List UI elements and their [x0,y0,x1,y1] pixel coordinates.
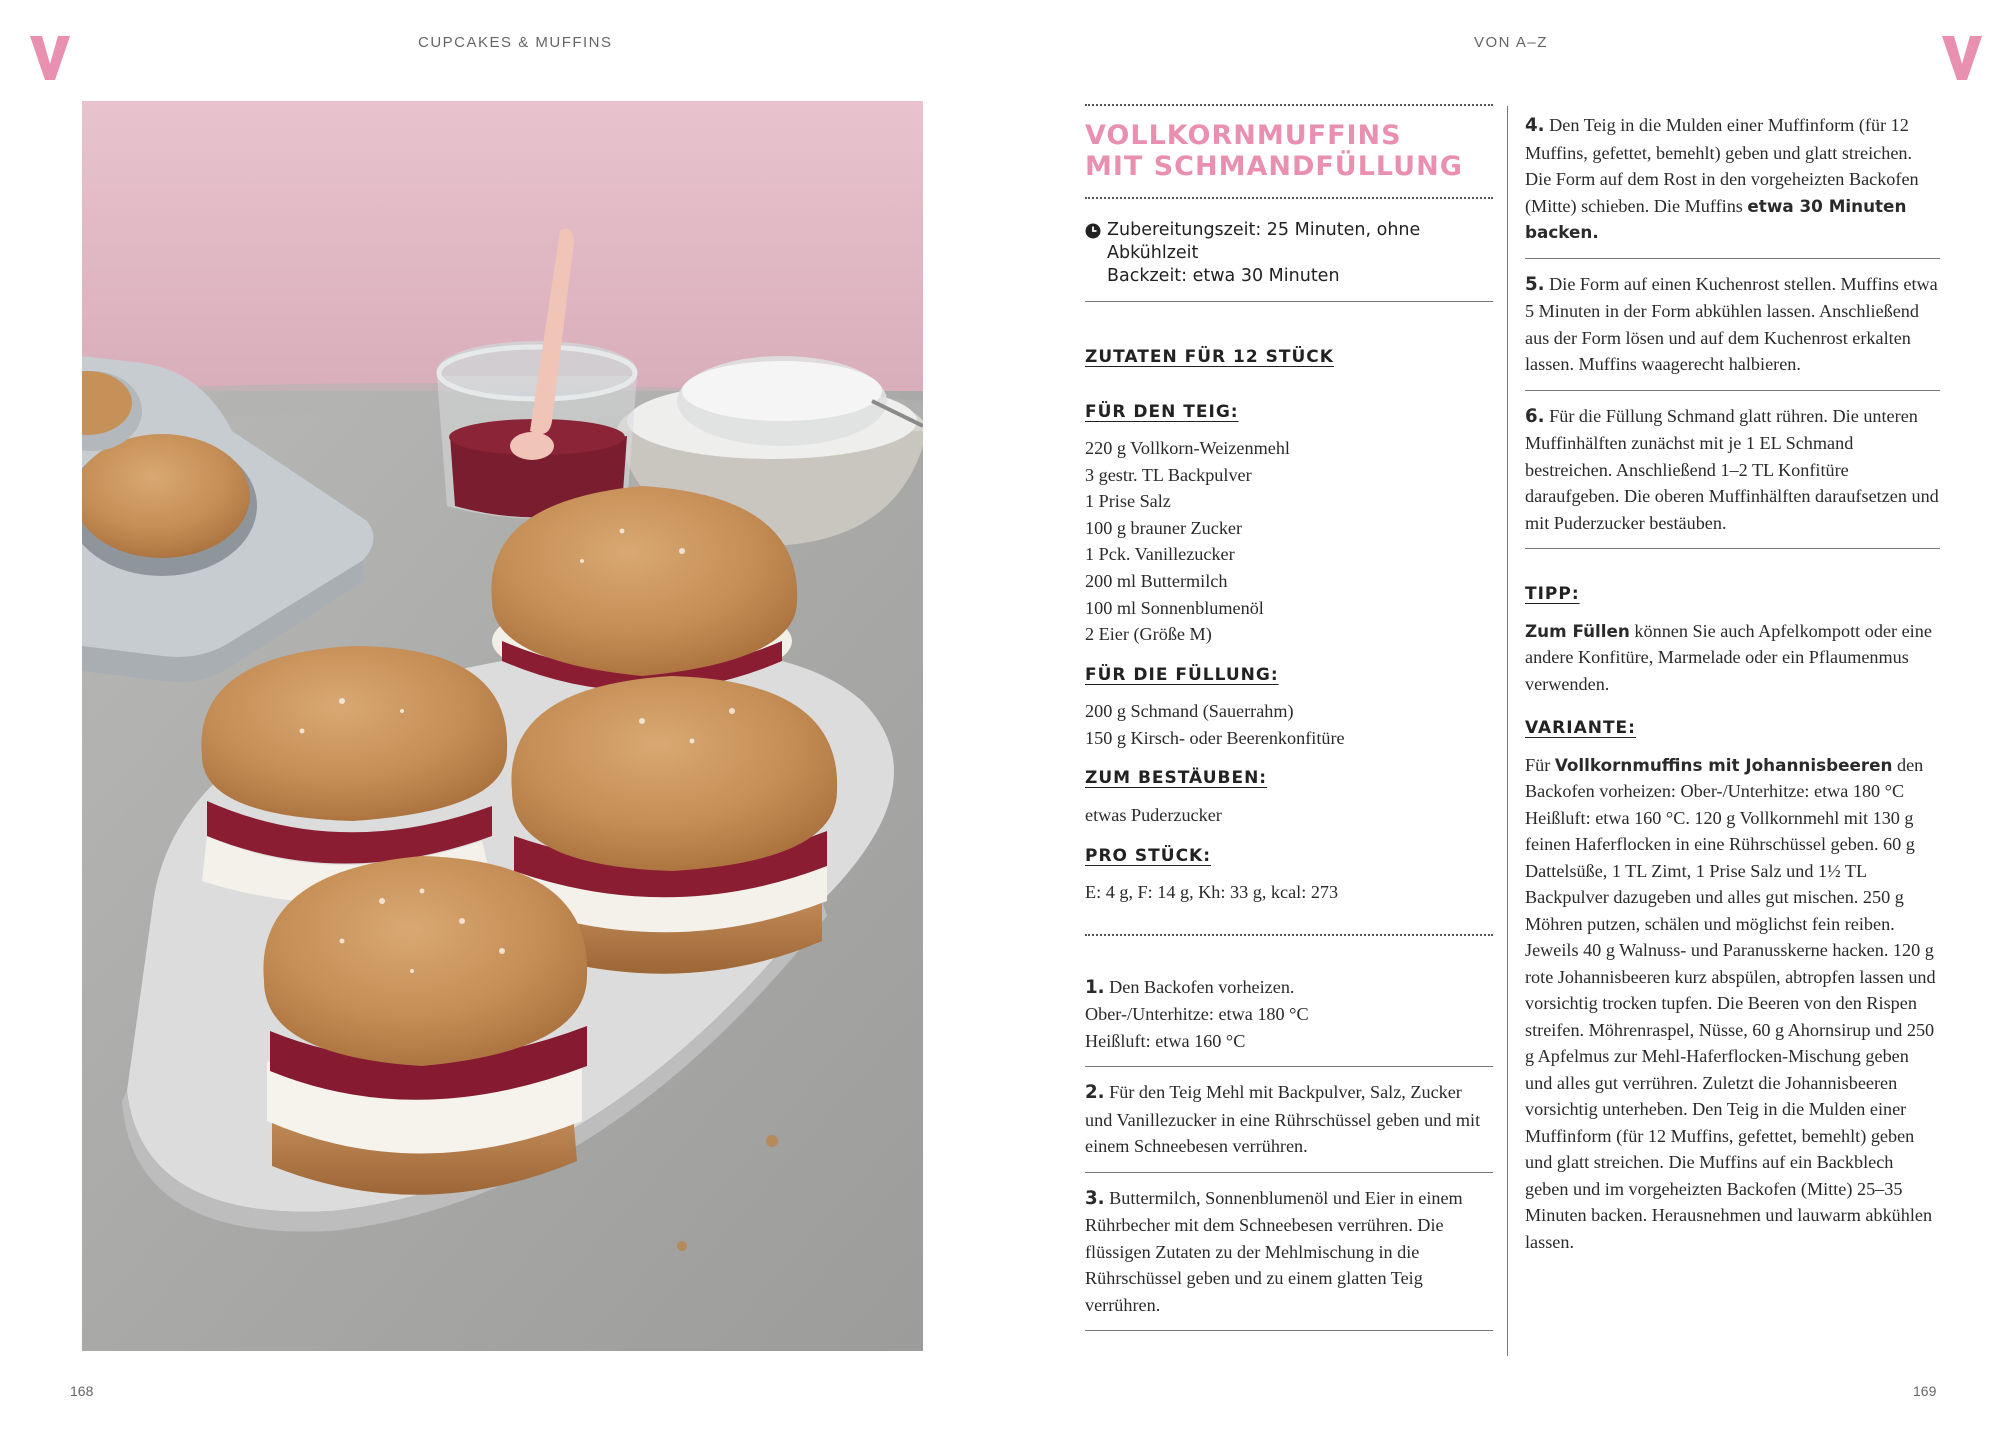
variant-text [1525,752,1940,1256]
recipe-title [1085,120,1493,182]
divider [1085,1172,1493,1173]
nutrition-heading: PRO STÜCK: [1085,845,1212,866]
divider [1525,258,1940,259]
list-item: 100 g brauner Zucker [1085,517,1243,538]
running-head-right: VON A–Z [1474,34,1548,51]
step-1 [1085,974,1493,1055]
step-number: 3. [1085,1187,1105,1209]
tip-body: können Sie auch Apfelkompott oder eine andere Konfitüre, Marmelade oder ein Pflaumenmus verwenden. [1525,620,1932,694]
column-divider [1507,106,1508,1356]
step-text-line: Den Backofen vorheizen. [1109,976,1295,997]
time-info [1085,219,1493,288]
filling-ingredients [1085,698,1493,751]
divider [1085,301,1493,302]
step-text-line: Ober-/Unterhitze: etwa 180 °C [1085,1004,1309,1025]
title-dotted-rule [1085,197,1493,199]
recipe-column-right [1525,112,1940,1255]
clock-icon [1085,223,1101,239]
prep-time: Zubereitungszeit: 25 Minuten, ohne Abkühlzeit [1107,220,1421,263]
list-item: 1 Pck. Vanillezucker [1085,544,1235,565]
page-number-left: 168 [70,1383,94,1399]
step-number: 6. [1525,405,1545,427]
list-item: 100 ml Sonnenblumenöl [1085,597,1264,618]
dusting-heading: ZUM BESTÄUBEN: [1085,768,1268,789]
divider [1085,1066,1493,1067]
variant-lead: Für [1525,754,1555,775]
steps-dotted-rule [1085,934,1493,936]
dusting-ingredients [1085,802,1493,829]
top-dotted-rule [1085,104,1493,106]
step-6 [1525,403,1940,537]
list-item: 150 g Kirsch- oder Beerenkonfitüre [1085,727,1345,748]
filling-heading: FÜR DIE FÜLLUNG: [1085,664,1279,685]
muffins-photo [82,101,923,1351]
v-mark-left-icon [28,34,72,82]
step-number: 4. [1525,115,1545,136]
step-text-bold: etwa 30 Minuten backen. [1525,195,1907,242]
list-item: 2 Eier (Größe M) [1085,624,1212,645]
list-item: 220 g Vollkorn-Weizenmehl [1085,438,1290,458]
tip-bold: Zum Füllen [1525,620,1630,641]
divider [1525,548,1940,549]
step-text: Den Teig in die Mulden einer Muffinform (für 12 Muffins, gefettet, bemehlt) geben und glatt streichen. Die Form auf dem Rost in den vorgeheizten Backofen (Mitte) schieben. Die Muffins [1525,115,1919,216]
variant-heading: VARIANTE: [1525,718,1636,738]
v-mark-right-icon [1940,34,1984,82]
recipe-title-line1: VOLLKORNMUFFINS [1085,120,1402,151]
variant-bold: Vollkornmuffins mit Johannisbeeren [1554,754,1893,775]
list-item: 3 gestr. TL Backpulver [1085,464,1252,485]
step-number: 5. [1525,273,1545,295]
list-item: 200 g Schmand (Sauerrahm) [1085,701,1294,722]
page-number-right: 169 [1913,1383,1937,1399]
list-item: 1 Prise Salz [1085,491,1171,512]
dough-heading: FÜR DEN TEIG: [1085,401,1239,422]
step-2 [1085,1079,1493,1160]
bake-time: Backzeit: etwa 30 Minuten [1107,266,1340,286]
recipe-column-middle [1085,104,1493,1331]
step-text-line: Heißluft: etwa 160 °C [1085,1030,1246,1051]
running-head-left: CUPCAKES & MUFFINS [418,34,613,51]
divider [1085,1330,1493,1331]
list-item: 200 ml Buttermilch [1085,570,1228,591]
step-text: Für den Teig Mehl mit Backpulver, Salz, Zucker und Vanillezucker in eine Rührschüssel geben und mit einem Schneebesen verrühren. [1085,1082,1481,1157]
yield-heading: ZUTATEN FÜR 12 STÜCK [1085,347,1334,367]
tip-heading: TIPP: [1525,584,1580,604]
nutrition-values: E: 4 g, F: 14 g, Kh: 33 g, kcal: 273 [1085,882,1339,903]
divider [1525,390,1940,391]
step-number: 2. [1085,1082,1105,1104]
step-text: Für die Füllung Schmand glatt rühren. Die unteren Muffinhälften zunächst mit je 1 EL Schmand bestreichen. Anschließend 1–2 TL Konfitüre daraufgeben. Die oberen Muffinhälften daraufsetzen und mit Puderzucker bestäuben. [1525,405,1939,533]
list-item: etwas Puderzucker [1085,804,1222,825]
tip-text [1525,618,1940,698]
recipe-title-line2: MIT SCHMANDFÜLLUNG [1085,151,1463,182]
dough-ingredients [1085,435,1493,648]
step-4 [1525,112,1940,246]
step-3 [1085,1185,1493,1319]
variant-body: den Backofen vorheizen: Ober-/Unterhitze: etwa 180 °C Heißluft: etwa 160 °C. 120 g Vollkornmehl mit 130 g feinen Haferflocken in eine Rührschüssel geben. 60 g Dattelsüße, 1 TL Zimt, 1 Prise Salz und 1½ TL Backpulver dazugeben und alles gut mischen. 250 g Möhren putzen, schälen und möglichst fein reiben. Jeweils 40 g Walnuss- und Paranusskerne hacken. 120 g rote Johannisbeeren kurz abspülen, abtropfen lassen und vorsichtig trocken tupfen. Die Beeren von den Rispen streifen. Möhrenraspel, Nüsse, 60 g Ahornsirup und 250 g Apfelmus zur Mehl-Haferflocken-Mischung geben und alles gut verrühren. Zuletzt die Johannisbeeren vorsichtig unterheben. Den Teig in die Mulden einer Muffinform (für 12 Muffins, gefettet, bemehlt) geben und glatt streichen. Die Muffins auf ein Backblech geben und im vorgeheizten Backofen (Mitte) 25–35 Minuten backen. Herausnehmen und lauwarm abkühlen lassen. [1525,754,1936,1252]
step-text: Buttermilch, Sonnenblumenöl und Eier in einem Rührbecher mit dem Schneebesen verrühren. Die flüssigen Zutaten zu der Mehlmischung in die Rührschüssel geben und zu einem glatten Teig verrühren. [1085,1187,1463,1315]
step-5 [1525,271,1940,378]
step-text: Die Form auf einen Kuchenrost stellen. Muffins etwa 5 Minuten in der Form abkühlen lassen. Anschließend aus der Form lösen und auf dem Kuchenrost erkalten lassen. Muffins waagerecht halbieren. [1525,273,1938,374]
step-number: 1. [1085,976,1105,998]
